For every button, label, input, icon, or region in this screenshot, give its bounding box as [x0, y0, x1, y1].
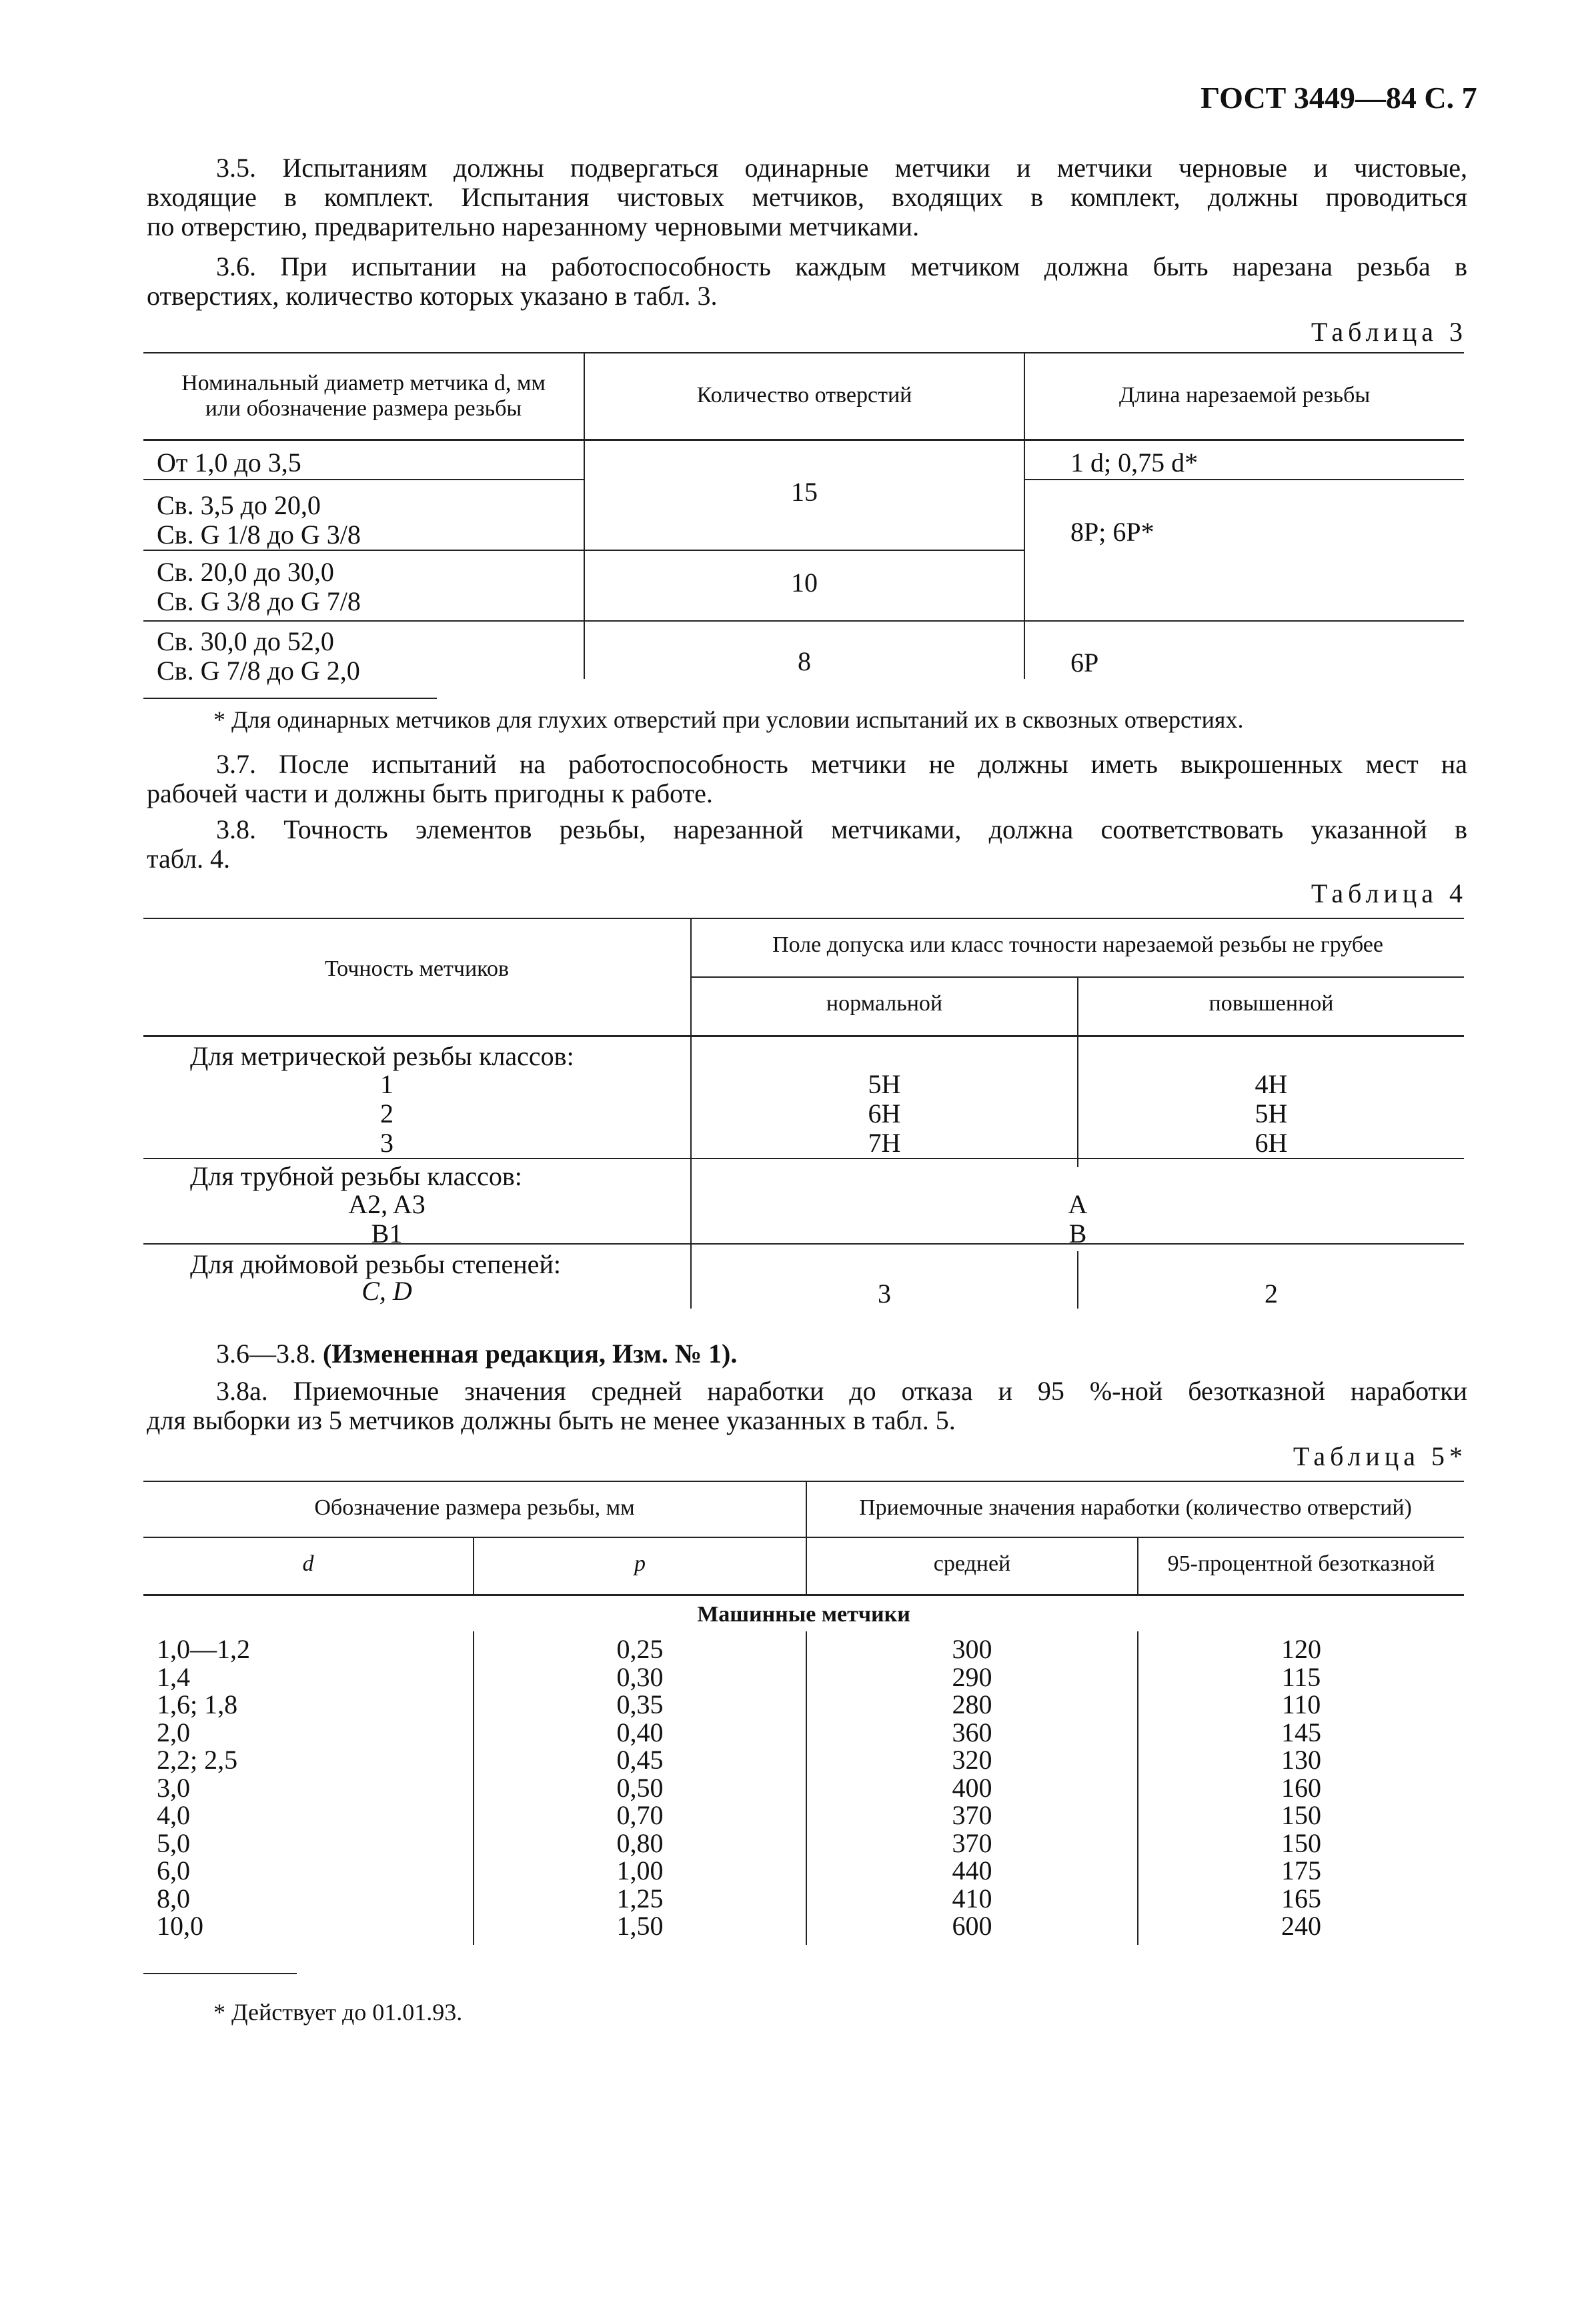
- table3-footnote: * Для одинарных метчиков для глухих отверстий при условии испытаний их в сквозных отверстиях.: [213, 706, 1244, 733]
- table5-cell-p95: 150: [1281, 1827, 1321, 1858]
- table5-cell-d: 3,0: [157, 1772, 190, 1803]
- table5-cell-d: 10,0: [157, 1911, 203, 1941]
- table4-caption: Таблица 4: [1311, 878, 1467, 908]
- table4-pipe-classes: [347, 1190, 427, 1249]
- table5-column-mean: [807, 1635, 1137, 1940]
- cell-line: 5H: [868, 1069, 901, 1099]
- table5-cell-d: 8,0: [157, 1883, 190, 1913]
- table5-header-d: d: [302, 1551, 314, 1576]
- table5-header-accept: Приемочные значения наработки (количество отверстий): [859, 1495, 1412, 1520]
- table-rule: [143, 1158, 1464, 1159]
- table3-length-cell: 1 d; 0,75 d*: [1070, 448, 1199, 478]
- table5-header-p: p: [634, 1551, 646, 1576]
- cell-line: 6H: [868, 1098, 901, 1128]
- table5-cell-d: 1,0—1,2: [157, 1634, 250, 1664]
- table5-cell-mean: 440: [952, 1855, 992, 1885]
- header-line: Номинальный диаметр метчика d, мм: [181, 371, 546, 396]
- paragraph-3-7: [147, 750, 1467, 808]
- table5-caption: Таблица 5*: [1293, 1441, 1467, 1471]
- table5-cell-d: 1,4: [157, 1661, 190, 1692]
- table5-cell-mean: 370: [952, 1827, 992, 1858]
- text-line: рабочей части и должны быть пригодны к работе.: [147, 778, 713, 808]
- table-rule: [1025, 479, 1464, 480]
- table4-pipe-label: Для трубной резьбы классов:: [190, 1161, 522, 1191]
- table5-footnote: * Действует до 01.01.93.: [213, 1999, 463, 2026]
- cell-line: 7H: [868, 1128, 901, 1158]
- text-line: по отверстию, предварительно нарезанному черновыми метчиками.: [147, 211, 920, 241]
- table5-column-p: [474, 1635, 806, 1940]
- table-rule: [143, 1481, 1464, 1482]
- table3-length-cell: 8P; 6P*: [1070, 517, 1154, 547]
- table5-cell-p: 1,25: [616, 1883, 664, 1913]
- cell-line: 2: [380, 1098, 393, 1128]
- table5-cell-d: 6,0: [157, 1855, 190, 1885]
- table3-size-cell: [157, 627, 360, 686]
- table4-header-tap: Точность метчиков: [324, 956, 510, 981]
- table3-size-cell: [157, 558, 361, 616]
- table5-cell-p95: 130: [1281, 1745, 1321, 1775]
- table5-cell-p95: 120: [1281, 1634, 1321, 1664]
- table-rule: [585, 620, 1024, 622]
- table5-cell-mean: 400: [952, 1772, 992, 1803]
- table3-count-cell: 15: [791, 477, 818, 507]
- cell-line: 1: [380, 1069, 393, 1099]
- table5-cell-p: 1,50: [616, 1911, 664, 1941]
- table3-header-length: Длина нарезаемой резьбы: [1118, 383, 1371, 408]
- cell-line: Св. G 3/8 до G 7/8: [157, 586, 361, 616]
- table5-cell-p: 0,80: [616, 1827, 664, 1858]
- text-line: 3.8. Точность элементов резьбы, нарезанной метчиками, должна соответствовать указанной в: [216, 814, 1467, 844]
- footnote-rule: [143, 1973, 297, 1974]
- table5-header-size: Обозначение размера резьбы, мм: [314, 1495, 635, 1520]
- cell-line: B1: [371, 1219, 403, 1249]
- paragraph-3-6: [147, 252, 1467, 311]
- table5-cell-p: 0,40: [616, 1717, 664, 1747]
- table5-cell-p95: 150: [1281, 1800, 1321, 1830]
- table3-caption: Таблица 3: [1311, 317, 1467, 347]
- table5-column-d: [157, 1635, 250, 1940]
- table5-cell-p: 1,00: [616, 1855, 664, 1885]
- paragraph-3-8: [147, 815, 1467, 874]
- table-rule: [585, 550, 1024, 551]
- table5-cell-mean: 320: [952, 1745, 992, 1775]
- table5-cell-p: 0,45: [616, 1745, 664, 1775]
- table4-inch-label: Для дюймовой резьбы степеней:: [190, 1249, 561, 1279]
- table5-cell-mean: 370: [952, 1800, 992, 1830]
- table4-metric-high: [1078, 1070, 1464, 1158]
- table-rule: [1025, 620, 1464, 622]
- amendment-text: (Измененная редакция, Изм. № 1).: [323, 1339, 738, 1369]
- paragraph-3-8a: [147, 1377, 1467, 1435]
- cell-line: 3: [380, 1128, 393, 1158]
- table4-inch-classes: C, D: [361, 1276, 412, 1306]
- table4-pipe-values: [692, 1190, 1464, 1249]
- table-rule: [143, 620, 584, 622]
- cell-line: Св. 20,0 до 30,0: [157, 557, 334, 587]
- table-rule: [143, 1594, 1464, 1596]
- cell-line: Св. 3,5 до 20,0: [157, 490, 321, 520]
- table5-cell-p95: 175: [1281, 1855, 1321, 1885]
- table5-cell-p: 0,70: [616, 1800, 664, 1830]
- cell-line: A: [1068, 1189, 1088, 1219]
- table4-inch-high: 2: [1265, 1279, 1278, 1309]
- table3-size-cell: От 1,0 до 3,5: [157, 448, 301, 478]
- cell-line: Св. G 1/8 до G 3/8: [157, 520, 361, 550]
- table4-metric-normal: [692, 1070, 1077, 1158]
- table-rule: [143, 439, 1464, 441]
- cell-line: 6H: [1255, 1128, 1288, 1158]
- table3-length-cell: 6P: [1070, 648, 1099, 678]
- table5-cell-p95: 110: [1281, 1689, 1321, 1719]
- header-line: или обозначение размера резьбы: [205, 396, 522, 421]
- text-line: 3.6. При испытании на работоспособность каждым метчиком должна быть нарезана резьба в: [216, 251, 1467, 281]
- table-rule: [143, 918, 1464, 919]
- paragraph-3-5: [147, 153, 1467, 241]
- amendment-number: 3.6—3.8.: [216, 1339, 323, 1369]
- table5-cell-d: 5,0: [157, 1827, 190, 1858]
- page-header: ГОСТ 3449—84 С. 7: [1201, 81, 1477, 115]
- table5-header-mean: средней: [933, 1551, 1011, 1576]
- text-line: 3.5. Испытаниям должны подвергаться одинарные метчики и метчики черновые и чистовые,: [216, 153, 1467, 183]
- table4-metric-label: Для метрической резьбы классов:: [190, 1041, 574, 1071]
- table5-cell-mean: 600: [952, 1911, 992, 1941]
- table5-cell-mean: 280: [952, 1689, 992, 1719]
- table4-header-group: Поле допуска или класс точности нарезаемой резьбы не грубее: [772, 932, 1383, 957]
- table4-header-normal: нормальной: [826, 991, 943, 1016]
- table5-header-95: 95-процентной безотказной: [1167, 1551, 1435, 1576]
- table5-cell-d: 1,6; 1,8: [157, 1689, 238, 1719]
- table3-header-size: [143, 371, 584, 422]
- cell-line: Св. G 7/8 до G 2,0: [157, 656, 360, 686]
- table5-cell-p95: 165: [1281, 1883, 1321, 1913]
- table4-inch-normal: 3: [878, 1279, 891, 1309]
- table3-count-cell: 10: [791, 568, 818, 598]
- cell-line: Св. 30,0 до 52,0: [157, 626, 334, 656]
- cell-line: B: [1068, 1219, 1087, 1249]
- table5-cell-p95: 145: [1281, 1717, 1321, 1747]
- table-rule: [143, 352, 1464, 353]
- table5-cell-d: 4,0: [157, 1800, 190, 1830]
- table4-metric-classes: [370, 1070, 404, 1158]
- table5-cell-mean: 290: [952, 1661, 992, 1692]
- table-rule: [143, 1537, 1464, 1538]
- table5-cell-p95: 115: [1281, 1661, 1321, 1692]
- cell-line: 4H: [1255, 1069, 1288, 1099]
- table5-cell-p: 0,30: [616, 1661, 664, 1692]
- text-line: табл. 4.: [147, 844, 231, 874]
- table5-cell-mean: 300: [952, 1634, 992, 1664]
- text-line: для выборки из 5 метчиков должны быть не менее указанных в табл. 5.: [147, 1405, 956, 1435]
- footnote-rule: [143, 698, 437, 699]
- table5-cell-p95: 240: [1281, 1911, 1321, 1941]
- table3-count-cell: 8: [798, 646, 811, 676]
- table3-header-count: Количество отверстий: [696, 383, 912, 408]
- table-rule: [143, 1035, 1464, 1037]
- cell-line: 5H: [1255, 1098, 1288, 1128]
- table5-cell-mean: 360: [952, 1717, 992, 1747]
- table-rule: [143, 479, 584, 480]
- table5-column-95: [1138, 1635, 1464, 1940]
- table5-cell-mean: 410: [952, 1883, 992, 1913]
- table5-cell-d: 2,0: [157, 1717, 190, 1747]
- table4-header-high: повышенной: [1209, 991, 1334, 1016]
- text-line: входящие в комплект. Испытания чистовых метчиков, входящих в комплект, должны проводиться: [147, 182, 1467, 212]
- table5-section-title: Машинные метчики: [697, 1602, 910, 1627]
- table5-cell-d: 2,2; 2,5: [157, 1745, 238, 1775]
- amendment-note: [216, 1338, 737, 1369]
- table5-cell-p: 0,35: [616, 1689, 664, 1719]
- text-line: 3.8а. Приемочные значения средней наработки до отказа и 95 %-ной безотказной наработки: [216, 1376, 1467, 1406]
- text-line: отверстиях, количество которых указано в табл. 3.: [147, 281, 718, 311]
- table3-size-cell: [157, 491, 361, 550]
- table5-cell-p: 0,50: [616, 1772, 664, 1803]
- text-line: 3.7. После испытаний на работоспособность метчики не должны иметь выкрошенных мест на: [216, 749, 1467, 779]
- table-rule: [143, 550, 584, 551]
- table5-cell-p95: 160: [1281, 1772, 1321, 1803]
- table5-cell-p: 0,25: [616, 1634, 664, 1664]
- cell-line: A2, A3: [348, 1189, 426, 1219]
